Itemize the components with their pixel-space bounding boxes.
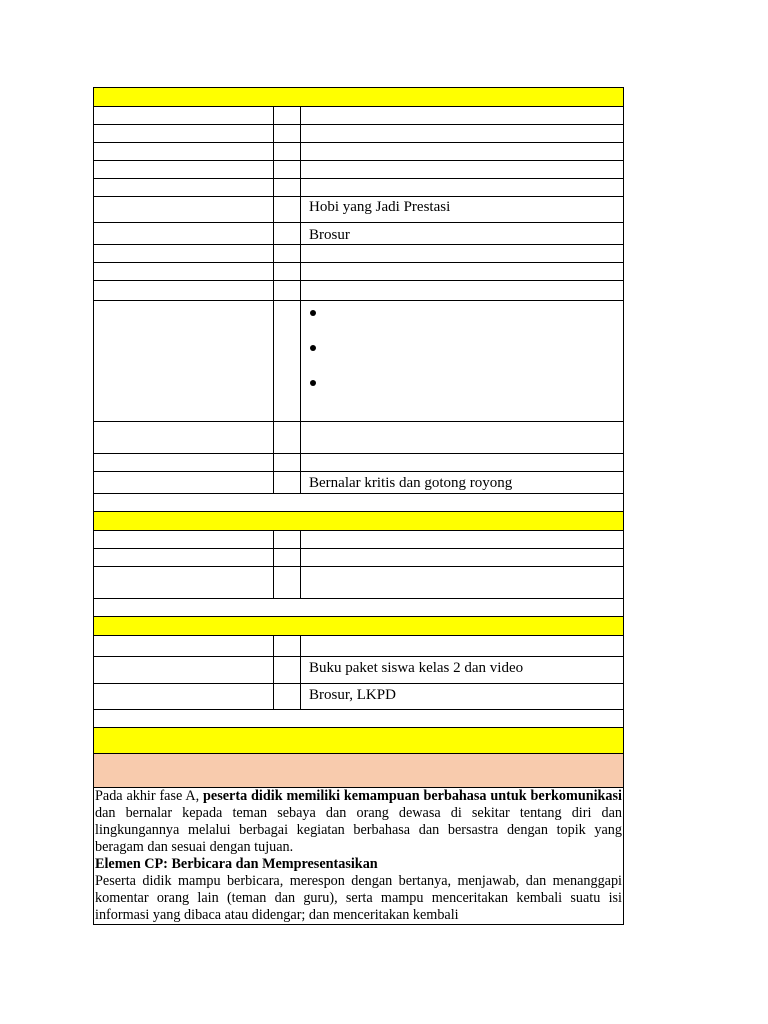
table-row-topic xyxy=(93,197,624,223)
list-item xyxy=(309,306,623,341)
table-row-media xyxy=(93,223,624,245)
table-row xyxy=(93,549,624,567)
spacer-row xyxy=(93,494,624,512)
paragraph-element: Peserta didik mampu berbicara, merespon dengan bertanya, menjawab, dan menanggapi komentar orang lain (teman dan guru), serta mampu menceritakan kembali suatu isi informasi yang dibaca atau didengar; dan menceritakan kembali xyxy=(95,873,622,923)
table-row-tools xyxy=(93,684,624,710)
bullet-icon xyxy=(310,380,316,386)
table-row xyxy=(93,143,624,161)
header-bar-kompetensi xyxy=(93,512,624,531)
table-row xyxy=(93,179,624,197)
table-row xyxy=(93,263,624,281)
header-bar-sarana xyxy=(93,617,624,636)
document-table xyxy=(93,87,624,925)
table-row xyxy=(93,161,624,179)
media-value: Brosur xyxy=(309,227,350,243)
table-row xyxy=(93,636,624,657)
bullet-icon xyxy=(310,345,316,351)
table-row xyxy=(93,454,624,472)
table-row xyxy=(93,531,624,549)
capaian-text xyxy=(93,788,624,925)
section-bar-capaian xyxy=(93,754,624,788)
profile-value: Bernalar kritis dan gotong royong xyxy=(309,475,513,491)
table-row xyxy=(93,422,624,454)
bullet-icon xyxy=(310,310,316,316)
table-row xyxy=(93,125,624,143)
table-row xyxy=(93,567,624,599)
tools-value: Brosur, LKPD xyxy=(309,687,396,703)
topic-value: Hobi yang Jadi Prestasi xyxy=(309,199,451,215)
spacer-row xyxy=(93,599,624,617)
list-item xyxy=(309,341,623,376)
header-bar-identitas xyxy=(93,87,624,107)
header-bar-komponen-inti xyxy=(93,728,624,754)
table-row xyxy=(93,107,624,125)
table-row xyxy=(93,281,624,301)
table-row-source xyxy=(93,657,624,684)
source-value: Buku paket siswa kelas 2 dan video xyxy=(309,660,524,676)
table-row xyxy=(93,245,624,263)
bullet-list xyxy=(309,306,623,411)
paragraph-intro: Pada akhir fase A, peserta didik memiliki kemampuan berbahasa untuk berkomunikasi dan bernalar kepada teman sebaya dan orang dewasa di sekitar tentang diri dan lingkungannya melalui berbagai kegiatan berbahasa dan bersastra dengan topik yang beragam dan sesuai dengan tujuan. xyxy=(95,788,622,855)
table-row-profile xyxy=(93,472,624,494)
table-row-bullets xyxy=(93,301,624,422)
list-item xyxy=(309,376,623,411)
spacer-row xyxy=(93,710,624,728)
element-heading: Elemen CP: Berbicara dan Mempresentasikan xyxy=(95,856,378,872)
